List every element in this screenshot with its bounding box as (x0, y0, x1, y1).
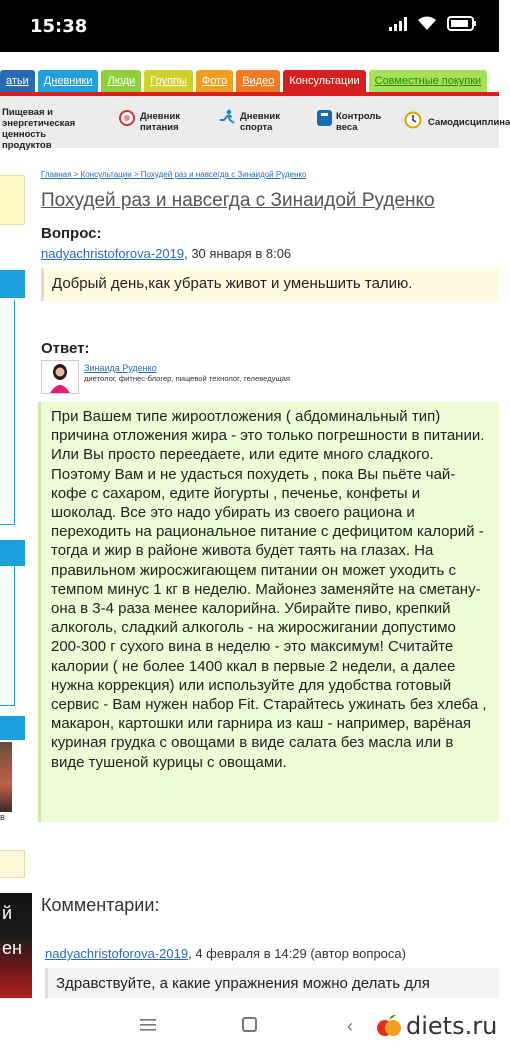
sidebar-fragment (0, 540, 25, 566)
question-date: , 30 января в 8:06 (184, 246, 292, 261)
sidebar-banner-text: й (2, 903, 13, 923)
battery-icon (447, 16, 477, 31)
tab-joint-purchases[interactable]: Совместные покупки (369, 70, 488, 92)
page-title[interactable]: Похудей раз и навсегда с Зинаидой Руденко (41, 190, 435, 211)
breadcrumb[interactable]: Главная > Консультации > Похудей раз и навсегда с Зинаидой Руденко (41, 170, 307, 179)
question-meta (41, 246, 291, 261)
back-icon[interactable]: ‹ (347, 1016, 353, 1036)
sidebar-fragment (0, 716, 25, 740)
tab-people[interactable]: Люди (101, 70, 141, 92)
answer-label: Ответ: (41, 340, 90, 357)
plate-icon (118, 109, 136, 127)
status-time: 15:38 (30, 16, 88, 37)
tab-diaries[interactable]: Дневники (38, 70, 99, 92)
tool-nutrition-values[interactable] (2, 107, 98, 151)
sidebar-fragment (0, 300, 15, 525)
answer-text: При Вашем типе жироотложения ( абдоминальный тип) причина отложения жира - это только погрешности в питании. Или Вы просто переедаете, или едите много сладкого. Поэтому Вам и не удасться похудеть , пока Вы пьёте чай-кофе с сахаром, едите йогурты , печенье, конфеты и шоколад. Все это надо убирать из своего рациона и переходить на рациональное питание с дефицитом калорий - тогда и жир в районе живота будет таять на глазах. На правильном жиросжигающем питании он может уходить с темпом минус 1 кг в неделю. Майонез заменяйте на сметану- она в 3-4 раза менее калорийна. Убирайте пиво, крепкий алкоголь, сладкий алкоголь - на жиросжигании допустимо 200-300 г сухого вина в неделю - это максимум! Считайте калории ( не более 1400 ккал в первые 2 недели, а далее нужна коррекция) или используйте для удобства готовый сервис - Вам нужен набор Fit. Старайтесь ужинать без хлеба , макарон, картошки или гарнира из каш - например, варёная куриная грудка с овощами в виде салата без масла или в виде тушеной курицы с овощами. (38, 402, 499, 822)
tool-label: Самодисциплина (428, 117, 510, 128)
status-bar (0, 0, 499, 52)
question-text: Добрый день,как убрать живот и уменьшить талию. (41, 268, 499, 301)
expert-name-link[interactable]: Зинаида Руденко (84, 363, 157, 373)
status-icons (389, 16, 477, 31)
sidebar-text: в (0, 812, 5, 822)
sidebar-image (0, 742, 12, 812)
comment-meta (45, 946, 406, 961)
sidebar-fragment (0, 270, 25, 298)
tool-sport-diary[interactable] (218, 111, 298, 133)
scale-icon (316, 109, 334, 127)
tab-articles[interactable]: атьи (0, 70, 35, 92)
comment-date: , 4 февраля в 14:29 (автор вопроса) (188, 946, 406, 961)
runner-icon (218, 109, 236, 127)
comment-author-link[interactable]: nadyachristoforova-2019 (45, 946, 189, 961)
sidebar-fragment (0, 566, 15, 706)
tool-label: Пищевая и энергетическая ценность продуктов (2, 107, 76, 151)
expert-role: диетолог, фитнес-блогер, пищевой технолог, телеведущая (84, 374, 291, 383)
comments-heading: Комментарии: (41, 895, 160, 915)
system-nav-bar (0, 998, 499, 1056)
question-label: Вопрос: (41, 225, 102, 242)
site-logo[interactable] (376, 1012, 497, 1040)
sidebar-banner-text: ен (2, 938, 22, 958)
signal-icon (389, 17, 407, 31)
section-tabs (0, 70, 499, 92)
sidebar-banner[interactable] (0, 893, 32, 998)
clock-icon (404, 111, 422, 129)
tool-label: Дневник спорта (240, 111, 280, 133)
menu-icon[interactable] (140, 1018, 156, 1032)
expert-photo-image (42, 361, 78, 393)
logo-text: diets.ru (406, 1012, 498, 1040)
sidebar-fragment (0, 850, 25, 878)
tool-weight-control[interactable] (316, 111, 396, 133)
expert-avatar[interactable] (41, 360, 79, 394)
tool-self-discipline[interactable] (404, 117, 510, 128)
sidebar-fragment (0, 175, 25, 225)
tool-label: Контроль веса (336, 111, 382, 133)
tab-video[interactable]: Видео (236, 70, 280, 92)
tab-groups[interactable]: Группы (144, 70, 193, 92)
tool-label: Дневник питания (140, 111, 180, 133)
tab-photo[interactable]: Фото (196, 70, 233, 92)
apple-icon (376, 1013, 402, 1039)
wifi-icon (417, 16, 437, 31)
home-icon[interactable] (242, 1017, 257, 1032)
question-author-link[interactable]: nadyachristoforova-2019 (41, 246, 185, 261)
tools-bar (0, 96, 510, 151)
tool-food-diary[interactable] (118, 111, 198, 133)
comment-text: Здравствуйте, а какие упражнения можно делать для (45, 968, 499, 998)
tab-consultations[interactable]: Консультации (283, 70, 365, 92)
